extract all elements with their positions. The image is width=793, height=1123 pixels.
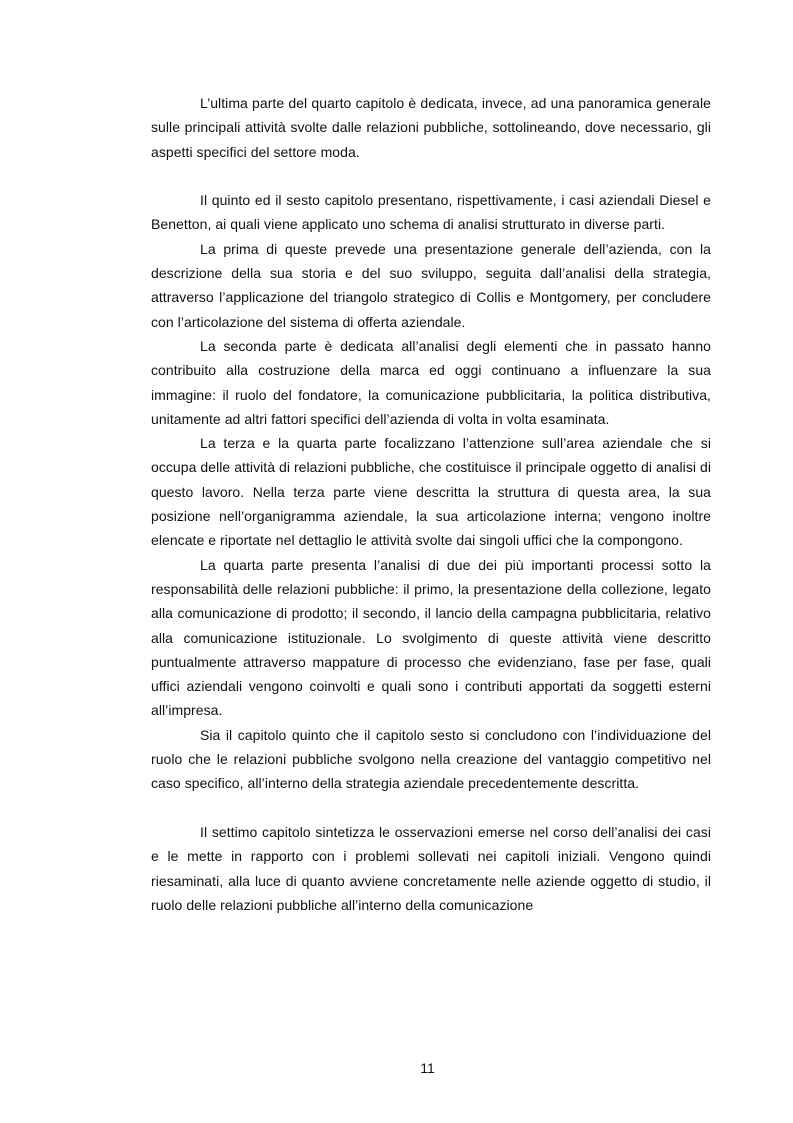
paragraph-second-part: La seconda parte è dedicata all’analisi degli elementi che in passato hanno contribuito alla costruzione della marca ed oggi continuano a influenzare la sua immagine: il ruolo del fondatore, la comunicazione pubblicitaria, la politica distributiva, unitamente ad altri fattori specifici dell’azienda di volta in volta esaminata. <box>151 337 711 427</box>
paragraph-chapters5-6-intro: Il quinto ed il sesto capitolo presentano, rispettivamente, i casi aziendali Diesel e Benetton, ai quali viene applicato uno schema di analisi strutturato in diverse parti. <box>151 192 711 233</box>
paragraph-chapter7: Il settimo capitolo sintetizza le osservazioni emerse nel corso dell’analisi dei casi e le mette in rapporto con i problemi sollevati nei capitoli iniziali. Vengono quindi riesaminati, alla luce di quanto avviene concretamente nelle aziende oggetto di studio, il ruolo delle relazioni pubbliche all’interno della comunicazione <box>151 823 711 913</box>
page-number: 11 <box>420 1060 435 1076</box>
paragraph-fourth-part: La quarta parte presenta l’analisi di due dei più importanti processi sotto la responsabilità delle relazioni pubbliche: il primo, la presentazione della collezione, legato alla comunicazione di prodotto; il secondo, il lancio della campagna pubblicitaria, relativo alla comunicazione istituzionale. Lo svolgimento di queste attività viene descritto puntualmente attraverso mappature di processo che evidenziano, fase per fase, quali uffici aziendali vengono coinvolti e quali sono i contributi apportati da soggetti esterni all’impresa. <box>151 556 711 719</box>
body-text <box>151 91 711 917</box>
paragraph-third-fourth-part: La terza e la quarta parte focalizzano l’attenzione sull’area aziendale che si occupa delle attività di relazioni pubbliche, che costituisce il principale oggetto di analisi di questo lavoro. Nella terza parte viene descritta la struttura di questa area, la sua posizione nell’organigramma aziendale, la sua articolazione interna; vengono inoltre elencate e riportate nel dettaglio le attività svolte dai singoli uffici che la compongono. <box>151 435 711 549</box>
paragraph-chapter4-pr-overview: L’ultima parte del quarto capitolo è dedicata, invece, ad una panoramica generale sulle principali attività svolte dalle relazioni pubbliche, sottolineando, dove necessario, gli aspetti specifici del settore moda. <box>151 95 711 160</box>
section-spacer <box>151 164 711 188</box>
paragraph-chapters-conclusion: Sia il capitolo quinto che il capitolo sesto si concludono con l’individuazione del ruolo che le relazioni pubbliche svolgono nella creazione del vantaggio competitivo nel caso specifico, all’interno della strategia aziendale precedentemente descritta. <box>151 726 711 792</box>
paragraph-first-part: La prima di queste prevede una presentazione generale dell’azienda, con la descrizione della sua storia e del suo sviluppo, seguita dall’analisi della strategia, attraverso l’applicazione del triangolo strategico di Collis e Montgomery, per concludere con l’articolazione del sistema di offerta aziendale. <box>151 240 711 330</box>
section-spacer <box>151 796 711 820</box>
